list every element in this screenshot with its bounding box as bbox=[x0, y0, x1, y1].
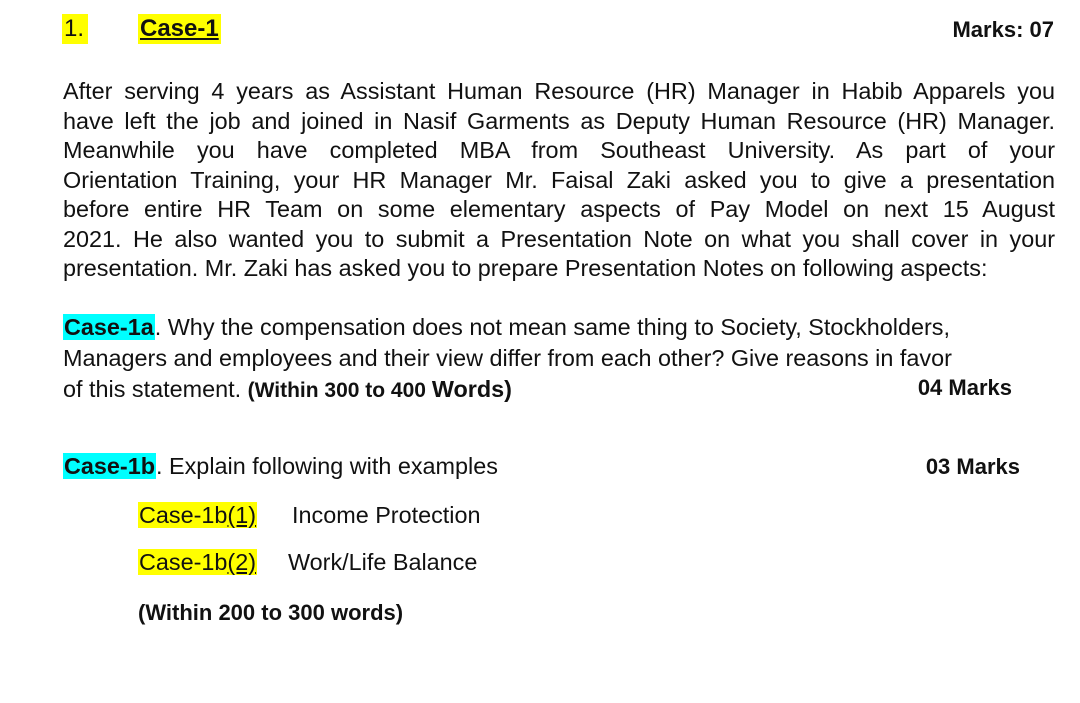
case-1b-item bbox=[138, 549, 478, 576]
case-1a-line bbox=[63, 374, 1033, 406]
case-1a-label: Case-1a bbox=[64, 314, 154, 340]
item-code-num: (2) bbox=[227, 549, 257, 575]
case-1b-word-limit: (Within 200 to 300 words) bbox=[138, 600, 404, 625]
case-1a-text: . Why the compensation does not mean same thing to Society, Stockholders, bbox=[154, 314, 951, 340]
case-1b-question bbox=[63, 453, 498, 480]
case-title: Case-1 bbox=[140, 15, 219, 42]
case-1a-word-limit: (Within 300 to 400 bbox=[247, 379, 432, 402]
case-1a-question bbox=[63, 312, 1033, 406]
item-code-num: (1) bbox=[227, 502, 257, 528]
total-marks: Marks: 07 bbox=[952, 17, 1054, 42]
question-number: 1. bbox=[62, 14, 88, 44]
case-1b-marks: 03 Marks bbox=[925, 454, 1020, 479]
case-1b-item-code bbox=[138, 549, 257, 575]
case-1b-text: . Explain following with examples bbox=[156, 453, 498, 479]
item-code-text: Case-1b bbox=[139, 549, 228, 575]
case-1a-text: of this statement. bbox=[63, 376, 248, 402]
case-1a-marks: 04 Marks bbox=[917, 375, 1012, 400]
item-code-text: Case-1b bbox=[139, 502, 228, 528]
paragraph-line: have left the job and joined in Nasif Garments as Deputy Human Resource (HR) Manager. bbox=[63, 107, 1055, 134]
case-1a-line bbox=[63, 312, 1033, 343]
paragraph-line: Meanwhile you have completed MBA from Southeast University. As part of your bbox=[63, 137, 1055, 163]
case-paragraph bbox=[63, 77, 1055, 284]
case-1b-item-text: Work/Life Balance bbox=[288, 549, 478, 575]
case-1a-word-limit-words: Words) bbox=[431, 376, 512, 402]
case-1b-item-code bbox=[138, 502, 257, 528]
case-1b-item-text: Income Protection bbox=[292, 502, 481, 528]
case-1b-label: Case-1b bbox=[64, 453, 156, 479]
paragraph-line: After serving 4 years as Assistant Human Resource (HR) Manager in Habib Apparels you bbox=[63, 78, 1055, 104]
paragraph-line: before entire HR Team on some elementary aspects of Pay Model on next 15 August bbox=[63, 196, 1055, 222]
paragraph-line: 2021. He also wanted you to submit a Presentation Note on what you shall cover in your bbox=[63, 225, 1055, 252]
paragraph-line: presentation. Mr. Zaki has asked you to prepare Presentation Notes on following aspects: bbox=[63, 255, 988, 281]
case-1b-item bbox=[138, 502, 481, 529]
case-1a-line: Managers and employees and their view differ from each other? Give reasons in favor bbox=[63, 345, 952, 371]
paragraph-line: Orientation Training, your HR Manager Mr. Faisal Zaki asked you to give a presentation bbox=[63, 166, 1055, 193]
